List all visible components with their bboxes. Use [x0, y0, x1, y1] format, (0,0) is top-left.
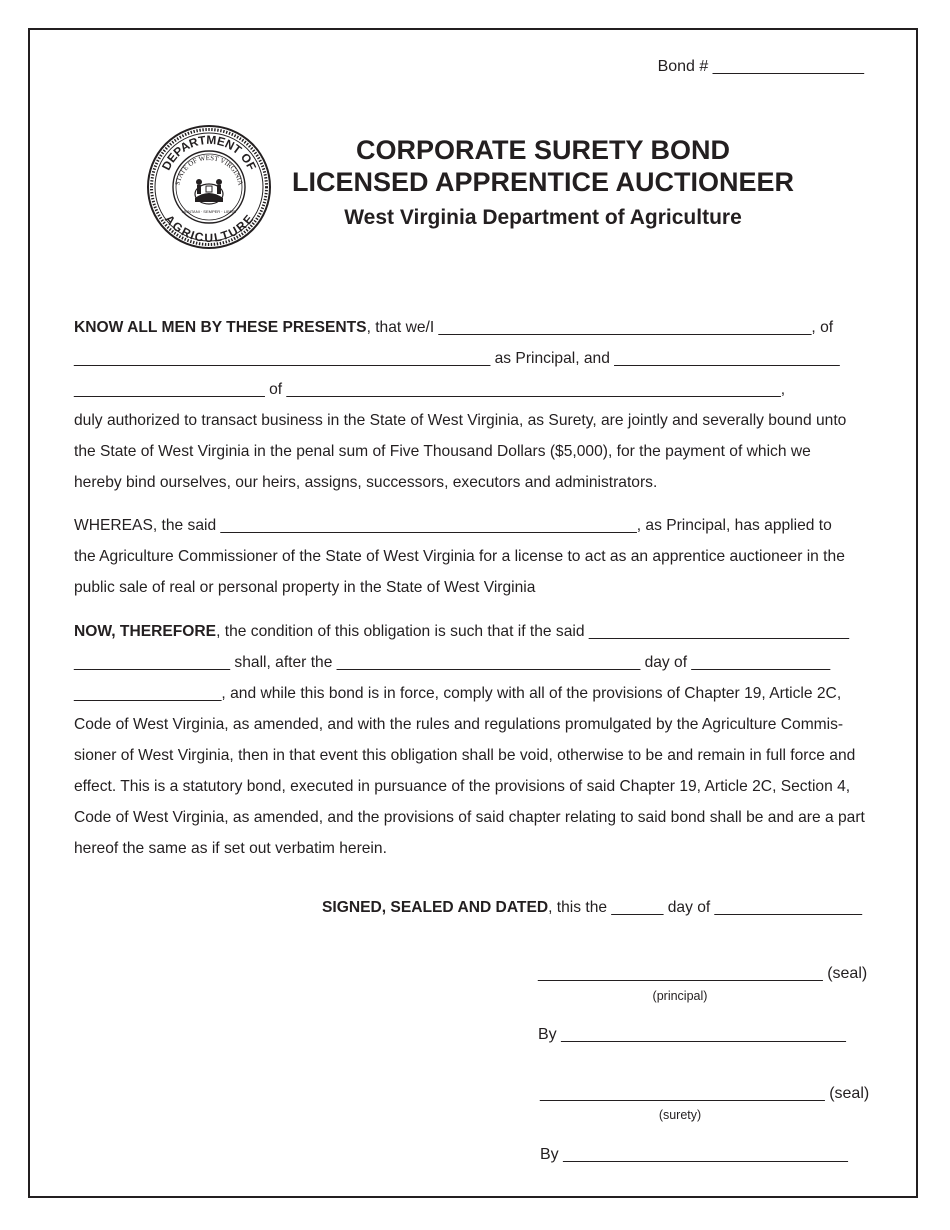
surety-signature-line[interactable]: ________________________________ (seal)	[540, 1085, 870, 1102]
signed-dated-lead: SIGNED, SEALED AND DATED	[321, 899, 549, 916]
p3-line-4: Code of West Virginia, as amended, and with the rules and regulations promulgated by the Agriculture Commis-	[74, 716, 844, 733]
surety-by-line[interactable]: By ________________________________	[540, 1146, 848, 1163]
seal-bottom-text: AGRICULTURE	[161, 212, 257, 246]
p2-line-2: the Agriculture Commissioner of the State of West Virginia for a license to act as an apprentice auctioneer in the	[74, 548, 845, 565]
seal-emblem-icon	[195, 179, 223, 204]
svg-text:AGRICULTURE	[162, 212, 256, 245]
title-line-1: CORPORATE SURETY BOND	[355, 135, 731, 165]
title-line-2: LICENSED APPRENTICE AUCTIONEER	[291, 167, 795, 197]
principal-caption: (principal)	[652, 989, 708, 1003]
p3-lead: NOW, THEREFORE	[74, 623, 217, 640]
p1-line-1-rest: , that we/I ___________________________________________, of	[366, 319, 834, 336]
seal-motto: MONTANI · SEMPER · LIBERI	[181, 209, 237, 214]
p1-line-1[interactable]	[74, 319, 833, 337]
svg-text:DEPARTMENT OF	[159, 133, 259, 173]
subtitle: West Virginia Department of Agriculture	[344, 206, 742, 229]
p1-line-4: duly authorized to transact business in the State of West Virginia, as Surety, are jointly and severally bound unto	[74, 412, 847, 429]
p1-line-2[interactable]: ________________________________________________ as Principal, and __________________________	[74, 350, 840, 367]
p3-line-6: effect. This is a statutory bond, executed in pursuance of the provisions of said Chapter 19, Article 2C, Section 4,	[74, 778, 851, 795]
p3-line-7: Code of West Virginia, as amended, and the provisions of said chapter relating to said bond shall be and are a part	[74, 809, 865, 826]
signed-dated-rest: , this the ______ day of _________________	[548, 899, 862, 916]
p2-line-1[interactable]: WHEREAS, the said ________________________________________________, as Principal, has applied to	[74, 517, 832, 534]
p3-line-3[interactable]: _________________, and while this bond is in force, comply with all of the provisions of Chapter 19, Article 2C,	[74, 685, 842, 702]
svg-text:STATE OF WEST VIRGINIA	[173, 154, 244, 186]
surety-caption: (surety)	[658, 1108, 702, 1122]
p2-line-3: public sale of real or personal property in the State of West Virginia	[74, 579, 536, 596]
p1-line-3[interactable]: ______________________ of _________________________________________________________,	[74, 381, 786, 398]
p3-line-5: sioner of West Virginia, then in that event this obligation shall be void, otherwise to be and remain in full force and	[74, 747, 856, 764]
p1-line-5: the State of West Virginia in the penal sum of Five Thousand Dollars ($5,000), for the payment of which we	[74, 443, 811, 460]
p1-line-6: hereby bind ourselves, our heirs, assigns, successors, executors and administrators.	[74, 474, 658, 491]
p1-lead: KNOW ALL MEN BY THESE PRESENTS	[74, 319, 367, 336]
signed-dated-line[interactable]	[322, 899, 862, 917]
department-seal-logo	[146, 124, 272, 250]
seal-top-text: DEPARTMENT OF	[159, 132, 259, 173]
p3-line-1[interactable]	[74, 623, 849, 641]
p3-line-1-rest: , the condition of this obligation is such that if the said ______________________________	[216, 623, 850, 640]
bond-number-field[interactable]: Bond # _________________	[657, 58, 864, 75]
principal-signature-line[interactable]: ________________________________ (seal)	[538, 965, 868, 982]
p3-line-8: hereof the same as if set out verbatim herein.	[74, 840, 387, 857]
p3-line-2[interactable]: __________________ shall, after the ___________________________________ day of ________________	[74, 654, 831, 671]
principal-by-line[interactable]: By ________________________________	[538, 1026, 846, 1043]
seal-inner-text: STATE OF WEST VIRGINIA	[173, 153, 245, 187]
